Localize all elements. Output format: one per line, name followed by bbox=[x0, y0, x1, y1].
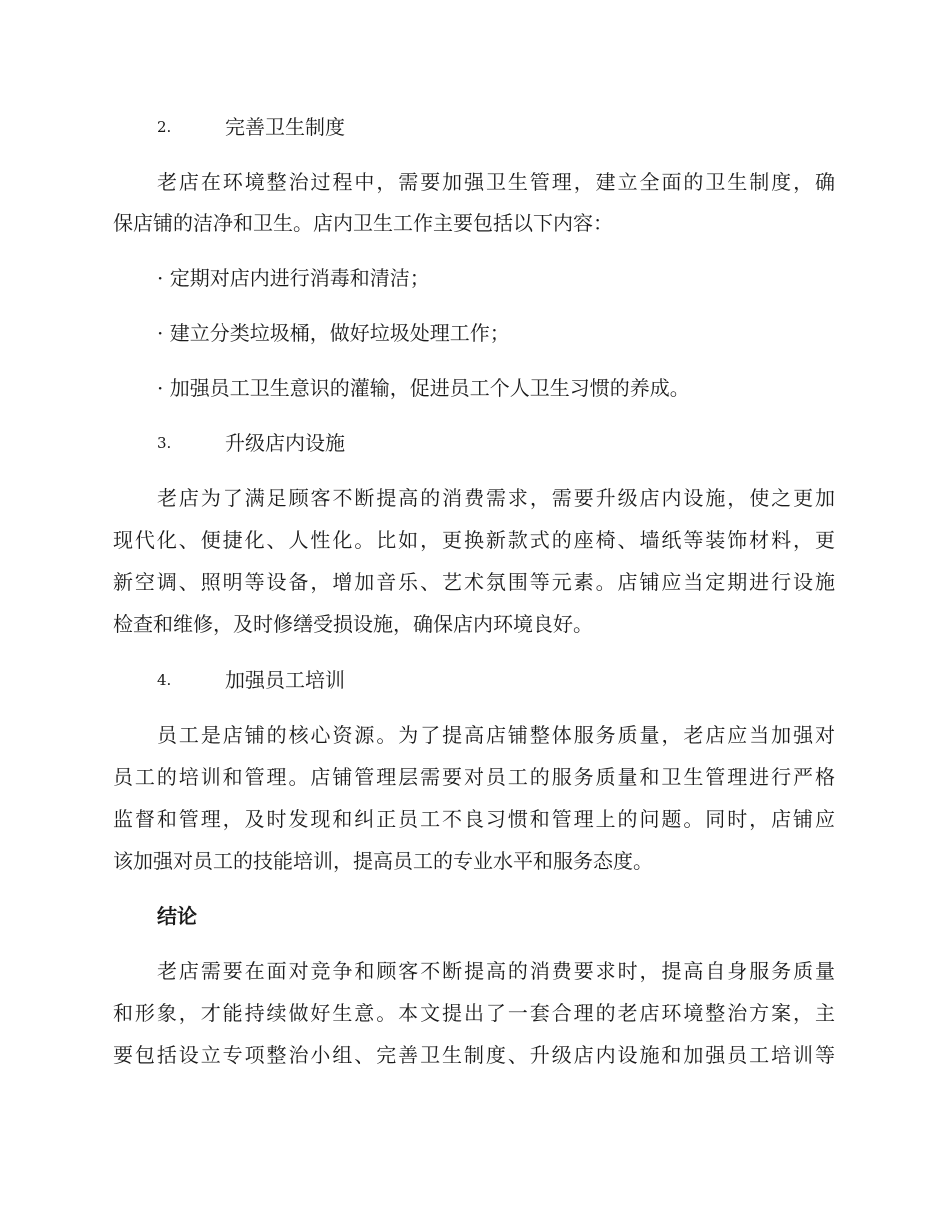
section-4-title: 加强员工培训 bbox=[225, 668, 345, 692]
conclusion-paragraph-line-2: 和形象，才能持续做好生意。本文提出了一套合理的老店环境整治方案，主 bbox=[113, 1001, 835, 1025]
section-3-paragraph-line-1: 老店为了满足顾客不断提高的消费需求，需要升级店内设施，使之更加 bbox=[157, 486, 835, 510]
section-3-title: 升级店内设施 bbox=[225, 431, 345, 455]
section-4-paragraph-line-4: 该加强对员工的技能培训，提高员工的专业水平和服务态度。 bbox=[113, 849, 653, 873]
section-4-paragraph-line-2: 员工的培训和管理。店铺管理层需要对员工的服务质量和卫生管理进行严格 bbox=[113, 765, 835, 789]
section-2-title: 完善卫生制度 bbox=[225, 115, 345, 139]
section-2-paragraph-line-1: 老店在环境整治过程中，需要加强卫生管理，建立全面的卫生制度，确 bbox=[157, 170, 835, 194]
bullet-item-3: · 加强员工卫生意识的灌输，促进员工个人卫生习惯的养成。 bbox=[157, 376, 690, 400]
section-4-paragraph-line-1: 员工是店铺的核心资源。为了提高店铺整体服务质量，老店应当加强对 bbox=[157, 723, 835, 747]
conclusion-heading: 结论 bbox=[157, 904, 197, 928]
conclusion-paragraph-line-1: 老店需要在面对竞争和顾客不断提高的消费要求时，提高自身服务质量 bbox=[157, 959, 835, 983]
section-4-paragraph-line-3: 监督和管理，及时发现和纠正员工不良习惯和管理上的问题。同时，店铺应 bbox=[113, 807, 835, 831]
section-2-number: 2. bbox=[157, 118, 172, 136]
section-3-number: 3. bbox=[157, 434, 172, 452]
section-2-paragraph-line-2: 保店铺的洁净和卫生。店内卫生工作主要包括以下内容： bbox=[113, 211, 613, 235]
section-3-paragraph-line-2: 现代化、便捷化、人性化。比如，更换新款式的座椅、墙纸等装饰材料，更 bbox=[113, 528, 835, 552]
section-4-number: 4. bbox=[157, 671, 172, 689]
section-3-paragraph-line-4: 检查和维修，及时修缮受损设施，确保店内环境良好。 bbox=[113, 612, 593, 636]
conclusion-paragraph-line-3: 要包括设立专项整治小组、完善卫生制度、升级店内设施和加强员工培训等 bbox=[113, 1043, 835, 1067]
bullet-item-1: · 定期对店内进行消毒和清洁； bbox=[157, 266, 430, 290]
section-3-paragraph-line-3: 新空调、照明等设备，增加音乐、艺术氛围等元素。店铺应当定期进行设施 bbox=[113, 570, 835, 594]
bullet-item-2: · 建立分类垃圾桶，做好垃圾处理工作； bbox=[157, 321, 510, 345]
